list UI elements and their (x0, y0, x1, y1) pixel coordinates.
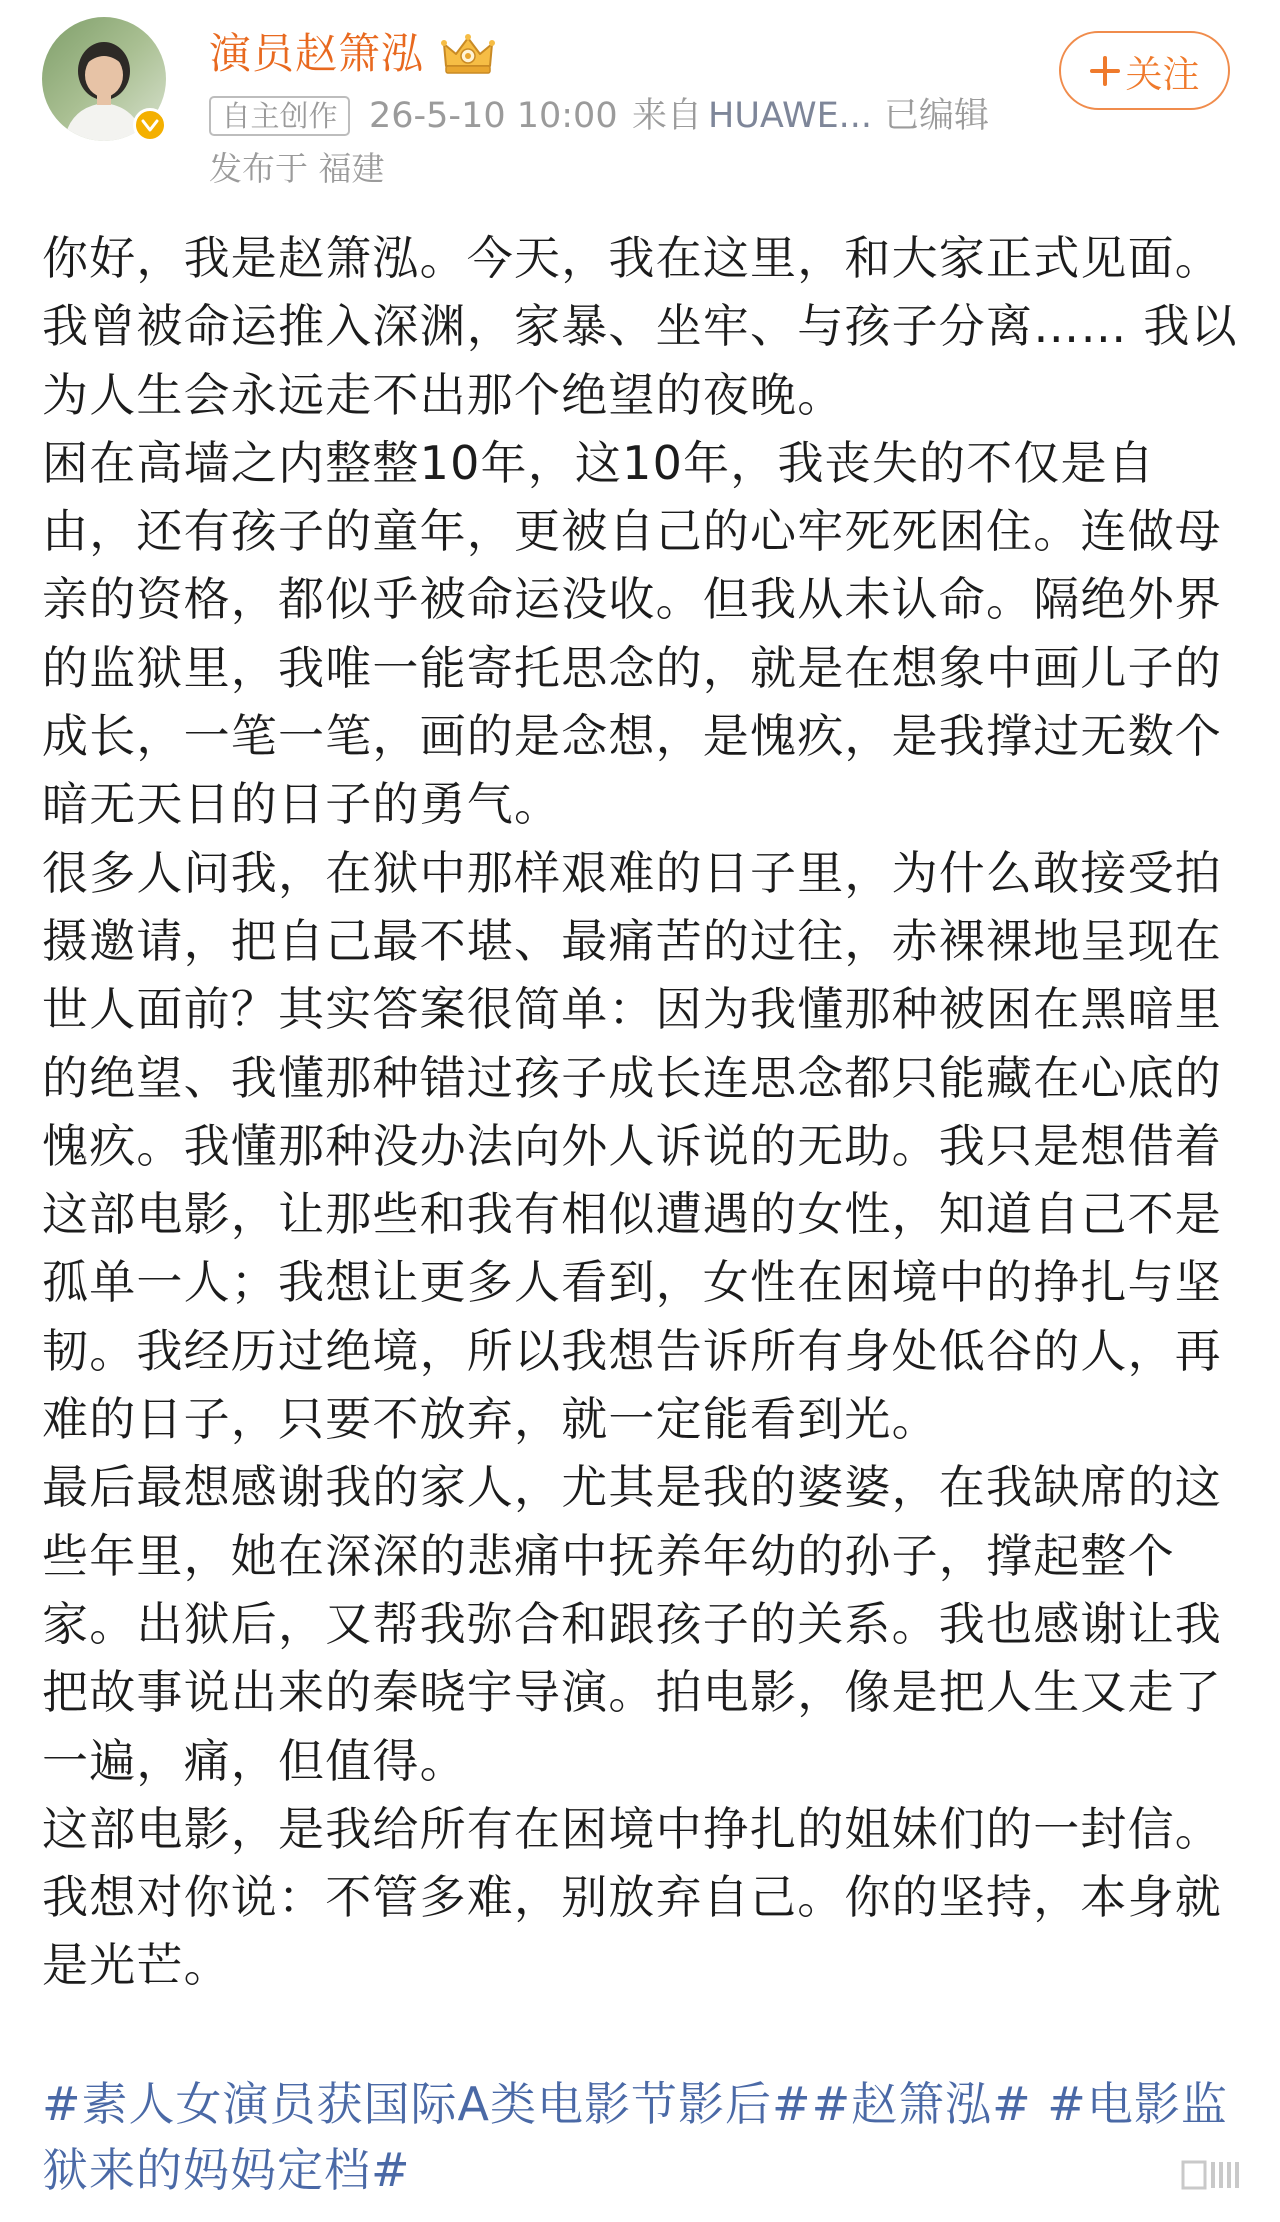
post-text-line: 我想对你说：不管多难，别放弃自己。你的坚持，本身就 (42, 1870, 1222, 1925)
post-text-line: 摄邀请，把自己最不堪、最痛苦的过往，赤裸裸地呈现在 (42, 913, 1222, 968)
post-paragraph (42, 1795, 1238, 2000)
post-text-line: 这部电影，是我给所有在困境中挣扎的姐妹们的一封信。 (42, 1801, 1222, 1856)
post-paragraph (42, 429, 1238, 839)
crown-icon[interactable] (440, 32, 496, 76)
post-text-line: 孤单一人；我想让更多人看到，女性在困境中的挣扎与坚 (42, 1255, 1222, 1310)
topic-line (42, 2071, 1238, 2137)
post-content (42, 224, 1238, 2000)
post-text-line: 的绝望、我懂那种错过孩子成长连思念都只能藏在心底的 (42, 1050, 1222, 1105)
follow-button[interactable] (1059, 31, 1230, 110)
topic-link[interactable]: #素人女演员获国际A类电影节影后# (42, 2077, 812, 2131)
post-text-line: 的监狱里，我唯一能寄托思念的，就是在想象中画儿子的 (42, 640, 1222, 695)
topic-separator (1032, 2077, 1048, 2131)
post-text-line: 愧疚。我懂那种没办法向外人诉说的无助。我只是想借着 (42, 1118, 1222, 1173)
topic-link[interactable]: #电影监 (1047, 2077, 1228, 2131)
watermark-icon (1181, 2156, 1241, 2194)
post-topics (42, 2071, 1238, 2203)
post-paragraph (42, 1453, 1238, 1794)
post-text-line: 很多人问我，在狱中那样艰难的日子里，为什么敢接受拍 (42, 845, 1222, 900)
post-text-line: 把故事说出来的秦晓宇导演。拍电影，像是把人生又走了 (42, 1665, 1222, 1720)
post-text-line: 是光芒。 (42, 1938, 231, 1993)
post-text-line: 难的日子，只要不放弃，就一定能看到光。 (42, 1392, 939, 1447)
post-text-line: 成长，一笔一笔，画的是念想，是愧疚，是我撑过无数个 (42, 709, 1222, 764)
source-prefix: 来自 (632, 96, 703, 136)
post-text-line: 亲的资格，都似乎被命运没收。但我从未认命。隔绝外界 (42, 572, 1222, 627)
original-content-badge: 自主创作 (209, 96, 350, 136)
plus-icon (1090, 56, 1120, 86)
follow-button-label: 关注 (1125, 52, 1200, 96)
post-text-line: 你好，我是赵箫泓。今天，我在这里，和大家正式见面。 (42, 231, 1222, 285)
post-text-line: 一遍，痛，但值得。 (42, 1733, 467, 1788)
topic-link[interactable]: #赵箫泓# (811, 2077, 1032, 2131)
topic-link[interactable]: 狱来的妈妈定档# (42, 2143, 411, 2197)
post-text-line: 这部电影，让那些和我有相似遭遇的女性，知道自己不是 (42, 1187, 1222, 1242)
post-text-line: 世人面前？其实答案很简单：因为我懂那种被困在黑暗里 (42, 982, 1222, 1037)
source-device[interactable]: HUAWE... (708, 96, 873, 136)
post-text-line: 最后最想感谢我的家人，尤其是我的婆婆，在我缺席的这 (42, 1460, 1222, 1515)
post-paragraph (42, 839, 1238, 1454)
post-text-line: 我曾被命运推入深渊，家暴、坐牢、与孩子分离…… 我以 (42, 299, 1238, 354)
verified-badge-icon (133, 108, 167, 142)
post-text-line: 家。出狱后，又帮我弥合和跟孩子的关系。我也感谢让我 (42, 1596, 1222, 1651)
post-text-line: 些年里，她在深深的悲痛中抚养年幼的孙子，撑起整个 (42, 1528, 1175, 1583)
topic-line (42, 2137, 1238, 2203)
post-time[interactable]: 26-5-10 10:00 (369, 96, 618, 136)
post-text-line: 由，还有孩子的童年，更被自己的心牢死死困住。连做母 (42, 504, 1222, 559)
post-text-line: 困在高墙之内整整10年，这10年，我丧失的不仅是自 (42, 435, 1156, 490)
post-text-line: 暗无天日的日子的勇气。 (42, 777, 562, 832)
edited-label[interactable]: 已编辑 (884, 96, 990, 136)
post-paragraph (42, 224, 1238, 429)
post-text-line: 为人生会永远走不出那个绝望的夜晚。 (42, 367, 845, 422)
post-location: 发布于 福建 (209, 149, 385, 188)
username[interactable]: 演员赵箫泓 (209, 29, 425, 78)
post-text-line: 韧。我经历过绝境，所以我想告诉所有身处低谷的人，再 (42, 1323, 1222, 1378)
